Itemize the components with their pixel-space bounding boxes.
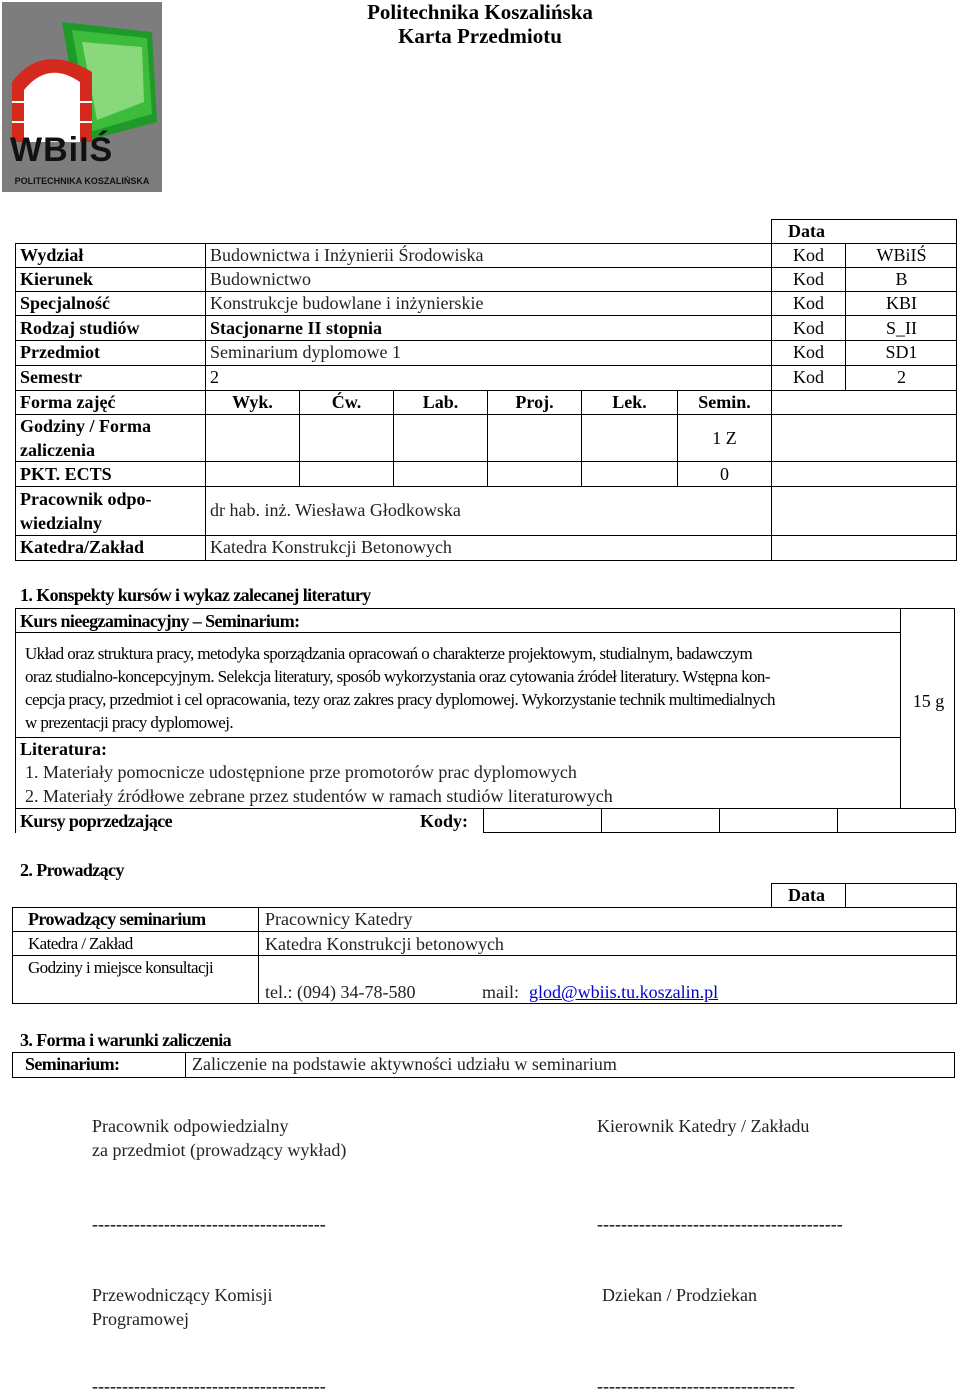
section-2-data-label: Data (788, 885, 825, 905)
godziny-semin-value: 1 Z (712, 428, 737, 448)
description-line-4: w prezentacji pracy dyplomowej. (25, 713, 233, 732)
katedra-zaklad-value: Katedra Konstrukcji betonowych (265, 934, 504, 954)
signature-left2-line1: Przewodniczący Komisji (92, 1285, 273, 1305)
university-logo (2, 2, 162, 192)
prereq-code-field-1[interactable] (484, 809, 601, 832)
kod-label: Kod (793, 245, 824, 265)
row-value-specjalnosc: Konstrukcje budowlane i inżynierskie (210, 293, 484, 313)
section-3-title: 3. Forma i warunki zaliczenia (20, 1030, 232, 1050)
codes-label: Kody: (420, 811, 469, 831)
section-3-value: Zaliczenie na podstawie aktywności udziału w seminarium (192, 1054, 617, 1074)
signature-line-right1: ----------------------------------------- (597, 1214, 843, 1234)
row-label-przedmiot: Przedmiot (20, 342, 100, 362)
kod-value-kierunek: B (895, 269, 908, 289)
prereq-code-field-2[interactable] (602, 809, 719, 832)
prowadzacy-label: Prowadzący seminarium (28, 909, 206, 929)
godziny-label-line2: zaliczenia (20, 440, 95, 460)
signature-line-right2: --------------------------------- (597, 1376, 795, 1396)
signature-line-left2: --------------------------------------- (92, 1376, 326, 1396)
forma-header-proj: Proj. (515, 392, 554, 412)
description-line-1: Układ oraz struktura pracy, metodyka sporządzania opracowań o charakterze projektowym, studialnym, badawczym (25, 644, 753, 663)
contact-email-link[interactable]: glod@wbiis.tu.koszalin.pl (529, 982, 719, 1002)
forma-header-semin: Semin. (698, 392, 751, 412)
kod-value-semestr: 2 (897, 367, 906, 387)
forma-header-cw: Ćw. (331, 392, 362, 412)
row-label-wydzial: Wydział (20, 245, 84, 265)
row-label-kierunek: Kierunek (20, 269, 94, 289)
konsultacje-label: Godziny i miejsce konsultacji (28, 958, 214, 977)
row-label-semestr: Semestr (20, 367, 82, 387)
literature-item-2: 2. Materiały źródłowe zebrane przez studentów w ramach studiów literaturowych (25, 786, 613, 806)
signature-right2: Dziekan / Prodziekan (602, 1285, 757, 1305)
kod-value-przedmiot: SD1 (885, 342, 918, 362)
university-name: Politechnika Koszalińska (367, 0, 593, 24)
signature-right1: Kierownik Katedry / Zakładu (597, 1116, 810, 1136)
kod-value-rodzaj-studiow: S_II (886, 318, 917, 338)
row-value-rodzaj-studiow: Stacjonarne II stopnia (210, 318, 383, 338)
signature-left2-line2: Programowej (92, 1309, 189, 1329)
contact-phone: tel.: (094) 34-78-580 (265, 982, 416, 1002)
kod-label: Kod (793, 269, 824, 289)
data-header-label: Data (788, 221, 825, 241)
forma-header-wyk: Wyk. (232, 392, 273, 412)
document-title: Karta Przedmiotu (398, 24, 562, 48)
logo-wordmark: WBiIŚ (10, 131, 114, 169)
godziny-label-line1: Godziny / Forma (20, 416, 151, 436)
ects-label: PKT. ECTS (20, 464, 112, 484)
kod-label: Kod (793, 293, 824, 313)
row-label-specjalnosc: Specjalność (20, 293, 110, 313)
kod-label: Kod (793, 367, 824, 387)
signature-left1-line1: Pracownik odpowiedzialny (92, 1116, 289, 1136)
contact-mail-label: mail: (482, 982, 519, 1002)
row-value-semestr: 2 (210, 367, 219, 387)
description-line-2: oraz studialno-koncepcyjnym. Selekcja literatury, sposób wykorzystania oraz cytowania źródeł literatury. Wstępna kon- (25, 667, 770, 686)
signature-line-left1: --------------------------------------- (92, 1214, 326, 1234)
signature-left1-line2: za przedmiot (prowadzący wykład) (92, 1140, 347, 1160)
kod-label: Kod (793, 342, 824, 362)
description-line-3: cepcja pracy, przedmiot i cel opracowania, tezy oraz zakres pracy dyplomowej. Wykorzystanie technik multimedialnych (25, 690, 775, 709)
katedra-value: Katedra Konstrukcji Betonowych (210, 537, 452, 557)
forma-header-lab: Lab. (422, 392, 459, 412)
prowadzacy-value: Pracownicy Katedry (265, 909, 413, 929)
prereq-code-field-3[interactable] (720, 809, 837, 832)
logo-subtitle: POLITECHNIKA KOSZALIŃSKA (14, 176, 150, 186)
row-value-przedmiot: Seminarium dyplomowe 1 (210, 342, 401, 362)
course-title: Kurs nieegzaminacyjny – Seminarium: (20, 611, 300, 631)
section-1-title: 1. Konspekty kursów i wykaz zalecanej literatury (20, 585, 371, 605)
pracownik-value: dr hab. inż. Wiesława Głodkowska (210, 500, 461, 520)
kod-label: Kod (793, 318, 824, 338)
section-3-label: Seminarium: (25, 1054, 120, 1074)
prereq-label: Kursy poprzedzające (20, 811, 173, 831)
forma-zajec-label: Forma zajęć (20, 392, 116, 412)
katedra-zaklad-label: Katedra / Zakład (28, 934, 133, 953)
section-2-title: 2. Prowadzący (20, 860, 124, 880)
literature-label: Literatura: (20, 739, 107, 759)
ects-semin-value: 0 (720, 464, 729, 484)
forma-header-lek: Lek. (612, 392, 647, 412)
course-hours: 15 g (912, 691, 945, 711)
row-value-wydzial: Budownictwa i Inżynierii Środowiska (210, 245, 484, 265)
kod-value-wydzial: WBiIŚ (876, 245, 927, 265)
pracownik-label-line1: Pracownik odpo- (20, 489, 152, 509)
pracownik-label-line2: wiedzialny (20, 513, 103, 533)
literature-item-1: 1. Materiały pomocnicze udostępnione prze promotorów prac dyplomowych (25, 762, 577, 782)
kod-value-specjalnosc: KBI (886, 293, 917, 313)
row-label-rodzaj-studiow: Rodzaj studiów (20, 318, 140, 338)
katedra-label: Katedra/Zakład (20, 537, 145, 557)
prereq-code-field-4[interactable] (838, 809, 955, 832)
document-header (290, 0, 670, 48)
row-value-kierunek: Budownictwo (210, 269, 311, 289)
